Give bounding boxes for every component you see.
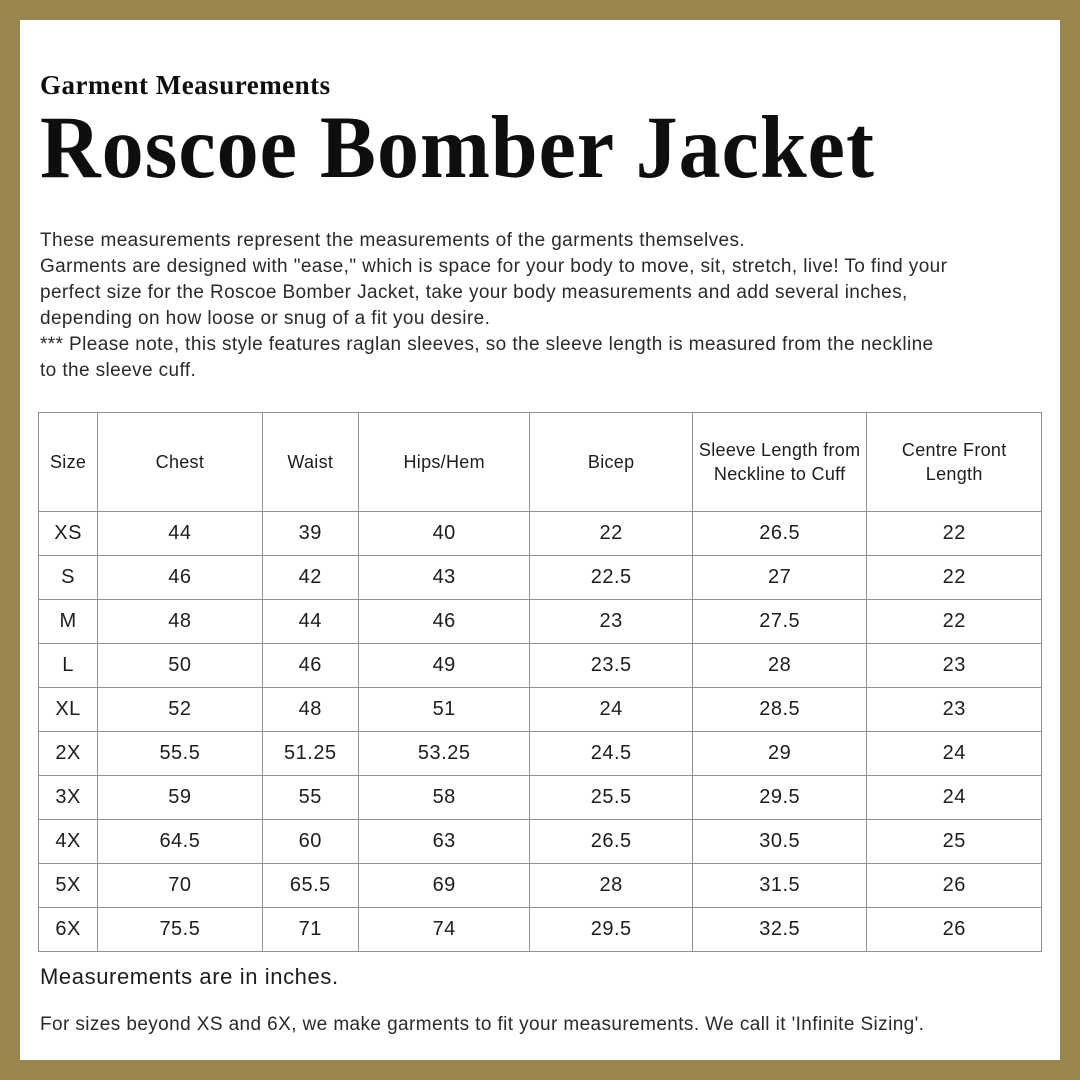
measurement-cell: 25: [867, 820, 1042, 864]
measurement-cell: 46: [98, 556, 262, 600]
measurement-table: [38, 412, 1042, 952]
eyebrow-heading: Garment Measurements: [40, 70, 331, 100]
measurement-cell: 69: [358, 864, 530, 908]
measurement-cell: 59: [98, 776, 262, 820]
measurement-cell: 71: [262, 908, 358, 952]
measurement-cell: 48: [98, 600, 262, 644]
measurement-cell: 63: [358, 820, 530, 864]
size-cell: 4X: [39, 820, 98, 864]
table-body: [39, 512, 1042, 952]
measurement-cell: 26: [867, 864, 1042, 908]
measurement-cell: 51: [358, 688, 530, 732]
table-row: [39, 864, 1042, 908]
measurement-cell: 26.5: [692, 512, 867, 556]
size-cell: M: [39, 600, 98, 644]
measurement-cell: 27: [692, 556, 867, 600]
size-cell: 3X: [39, 776, 98, 820]
measurement-cell: 26.5: [530, 820, 692, 864]
table-row: [39, 688, 1042, 732]
size-cell: S: [39, 556, 98, 600]
measurement-cell: 53.25: [358, 732, 530, 776]
intro-line-1: These measurements represent the measurements of the garments themselves.: [40, 230, 746, 252]
measurement-cell: 55: [262, 776, 358, 820]
table-row: [39, 908, 1042, 952]
measurement-cell: 44: [262, 600, 358, 644]
column-header: Sleeve Length from Neckline to Cuff: [692, 413, 867, 512]
table-row: [39, 512, 1042, 556]
measurement-cell: 46: [262, 644, 358, 688]
measurement-cell: 65.5: [262, 864, 358, 908]
size-cell: XS: [39, 512, 98, 556]
measurement-cell: 55.5: [98, 732, 262, 776]
measurement-cell: 29.5: [530, 908, 692, 952]
column-header: Size: [39, 413, 98, 512]
infinite-sizing-note: For sizes beyond XS and 6X, we make garments to fit your measurements. We call it 'Infinite Sizing'.: [40, 1014, 925, 1036]
measurement-cell: 44: [98, 512, 262, 556]
measurement-cell: 50: [98, 644, 262, 688]
measurement-cell: 23: [867, 688, 1042, 732]
size-cell: 6X: [39, 908, 98, 952]
table-row: [39, 820, 1042, 864]
table-row: [39, 776, 1042, 820]
size-cell: 2X: [39, 732, 98, 776]
measurement-cell: 30.5: [692, 820, 867, 864]
measurement-cell: 22: [867, 512, 1042, 556]
measurement-cell: 64.5: [98, 820, 262, 864]
units-note: Measurements are in inches.: [40, 964, 339, 990]
measurement-cell: 39: [262, 512, 358, 556]
column-header: Hips/Hem: [358, 413, 530, 512]
page-title: Roscoe Bomber Jacket: [40, 98, 875, 198]
measurement-cell: 22: [867, 600, 1042, 644]
size-cell: 5X: [39, 864, 98, 908]
measurement-cell: 29: [692, 732, 867, 776]
measurement-cell: 49: [358, 644, 530, 688]
size-cell: L: [39, 644, 98, 688]
measurement-cell: 26: [867, 908, 1042, 952]
measurement-cell: 24: [530, 688, 692, 732]
measurement-cell: 43: [358, 556, 530, 600]
measurement-cell: 22: [867, 556, 1042, 600]
measurement-cell: 28: [692, 644, 867, 688]
intro-line-2: Garments are designed with "ease," which is space for your body to move, sit, stretch, live! To find your perfect size for the Roscoe Bomber Jacket, take your body measurements and add several inches, depending on how loose or snug of a fit you desire.: [40, 256, 948, 330]
measurement-cell: 58: [358, 776, 530, 820]
table-row: [39, 732, 1042, 776]
measurement-cell: 23: [530, 600, 692, 644]
measurement-cell: 23.5: [530, 644, 692, 688]
measurement-cell: 24: [867, 732, 1042, 776]
measurement-cell: 40: [358, 512, 530, 556]
measurement-cell: 52: [98, 688, 262, 732]
measurement-cell: 42: [262, 556, 358, 600]
measurement-cell: 24.5: [530, 732, 692, 776]
measurement-cell: 22: [530, 512, 692, 556]
table-row: [39, 644, 1042, 688]
content-frame: [20, 20, 1060, 1060]
column-header: Chest: [98, 413, 262, 512]
table-row: [39, 556, 1042, 600]
column-header: Centre Front Length: [867, 413, 1042, 512]
intro-text: [40, 228, 950, 384]
measurement-cell: 32.5: [692, 908, 867, 952]
measurement-cell: 22.5: [530, 556, 692, 600]
measurement-cell: 46: [358, 600, 530, 644]
table-head: [39, 413, 1042, 512]
measurement-cell: 51.25: [262, 732, 358, 776]
measurement-cell: 24: [867, 776, 1042, 820]
measurement-cell: 75.5: [98, 908, 262, 952]
intro-line-3: *** Please note, this style features raglan sleeves, so the sleeve length is measured from the neckline to the sleeve cuff.: [40, 334, 934, 382]
measurement-cell: 28: [530, 864, 692, 908]
measurement-cell: 48: [262, 688, 358, 732]
measurement-cell: 60: [262, 820, 358, 864]
measurement-cell: 27.5: [692, 600, 867, 644]
column-header: Waist: [262, 413, 358, 512]
table-header-row: [39, 413, 1042, 512]
measurement-cell: 31.5: [692, 864, 867, 908]
measurement-cell: 25.5: [530, 776, 692, 820]
size-cell: XL: [39, 688, 98, 732]
measurement-cell: 74: [358, 908, 530, 952]
measurement-cell: 23: [867, 644, 1042, 688]
table-row: [39, 600, 1042, 644]
measurement-cell: 29.5: [692, 776, 867, 820]
column-header: Bicep: [530, 413, 692, 512]
measurement-cell: 28.5: [692, 688, 867, 732]
measurement-cell: 70: [98, 864, 262, 908]
